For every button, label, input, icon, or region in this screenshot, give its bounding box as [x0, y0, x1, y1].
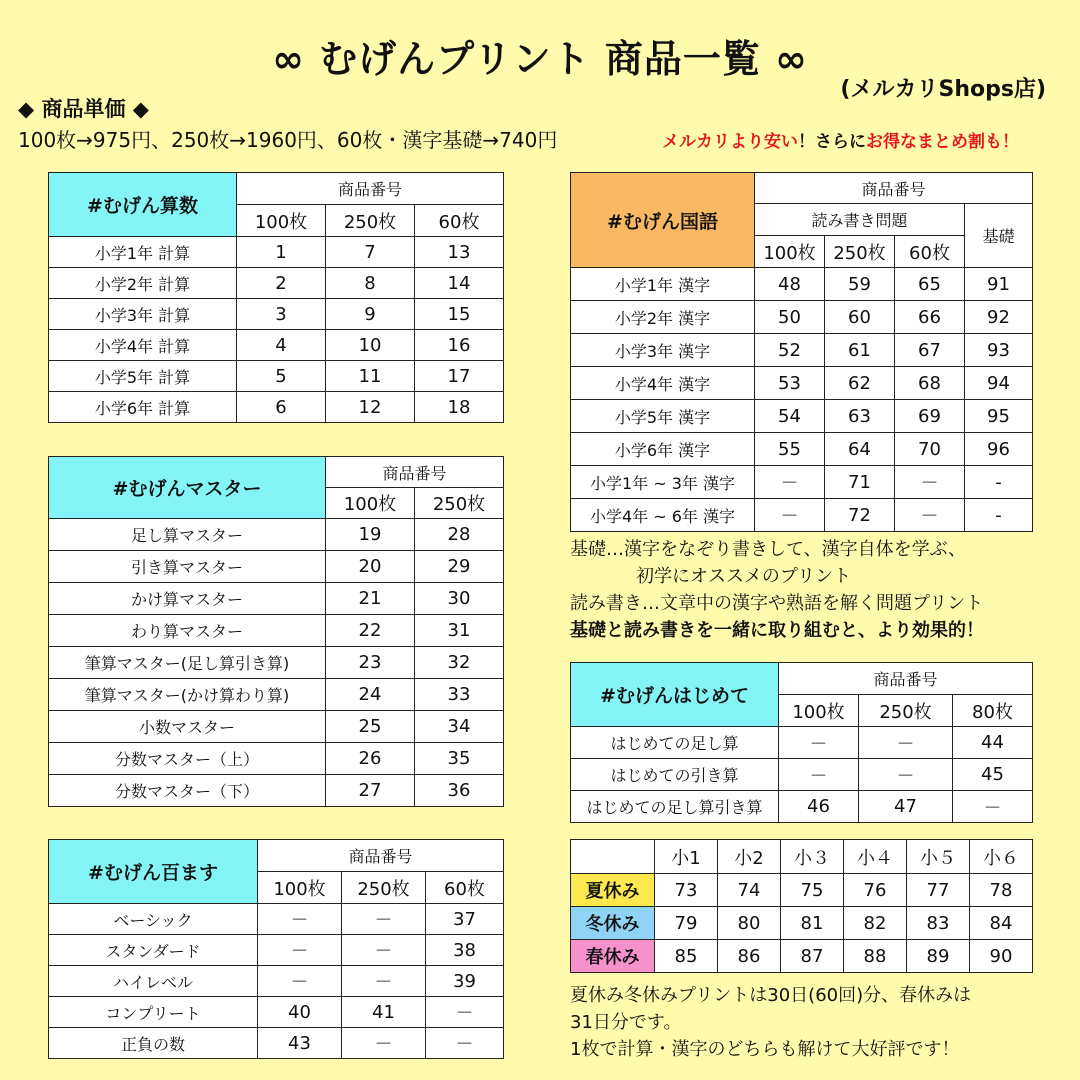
cell: 7: [326, 237, 415, 268]
cell: -: [965, 466, 1033, 499]
season-note-3: 1枚で計算・漢字のどちらも解けて大好評です！: [570, 1039, 960, 1060]
cell: 16: [415, 330, 504, 361]
cell: 2: [237, 268, 326, 299]
cell: 82: [844, 907, 907, 940]
table-row: [49, 330, 504, 361]
grade-header: 小６: [970, 840, 1033, 874]
table-row: [49, 904, 504, 935]
cell: 50: [755, 301, 825, 334]
row-label: 小学4年 計算: [49, 330, 237, 361]
row-label: 小学2年 計算: [49, 268, 237, 299]
cell: 53: [755, 367, 825, 400]
table-row: [49, 647, 504, 679]
season-corner: [571, 840, 655, 874]
cell: 77: [907, 874, 970, 907]
grade-header: 小４: [844, 840, 907, 874]
cell: 36: [415, 775, 504, 807]
row-label: 分数マスター（上）: [49, 743, 326, 775]
master-col-header: 250枚: [415, 488, 504, 519]
unit-price-heading: ◆ 商品単価 ◆: [18, 97, 149, 121]
table-row: [49, 615, 504, 647]
hajimete-group-header: 商品番号: [779, 663, 1033, 695]
cell: －: [859, 759, 953, 791]
table-row: [49, 519, 504, 551]
season-note-2: 31日分です。: [570, 1012, 682, 1033]
cell: －: [342, 1028, 426, 1059]
cell: 26: [326, 743, 415, 775]
cell: 52: [755, 334, 825, 367]
table-row: [571, 367, 1033, 400]
table-row: [571, 268, 1033, 301]
cell: 15: [415, 299, 504, 330]
kokugo-table: [570, 172, 1033, 532]
table-row: [571, 759, 1033, 791]
cell: 13: [415, 237, 504, 268]
cell: 25: [326, 711, 415, 743]
cell: 54: [755, 400, 825, 433]
cell: －: [953, 791, 1033, 823]
kokugo-note-3: 読み書き…文章中の漢字や熟語を解く問題プリント: [570, 593, 984, 614]
cell: 22: [326, 615, 415, 647]
table-row: [571, 727, 1033, 759]
cell: 78: [970, 874, 1033, 907]
cell: 88: [844, 940, 907, 973]
cell: －: [755, 466, 825, 499]
winter-label: 冬休み: [571, 907, 655, 940]
season-table: [570, 839, 1033, 973]
cell: －: [779, 759, 859, 791]
cell: 65: [895, 268, 965, 301]
row-label: 小学1年 漢字: [571, 268, 755, 301]
cell: 71: [825, 466, 895, 499]
cell: －: [342, 935, 426, 966]
cell: 33: [415, 679, 504, 711]
cell: －: [342, 904, 426, 935]
row-label: 引き算マスター: [49, 551, 326, 583]
kokugo-subgroup-header: 読み書き問題: [755, 204, 965, 236]
cell: 12: [326, 392, 415, 423]
shop-name: (メルカリShops店): [840, 77, 1046, 102]
cell: －: [258, 935, 342, 966]
cell: 5: [237, 361, 326, 392]
promo-text: [662, 127, 1019, 152]
row-label: 足し算マスター: [49, 519, 326, 551]
cell: 32: [415, 647, 504, 679]
cell: 90: [970, 940, 1033, 973]
cell: 4: [237, 330, 326, 361]
cell: 76: [844, 874, 907, 907]
table-row: [49, 583, 504, 615]
table-row: [49, 966, 504, 997]
cell: 11: [326, 361, 415, 392]
grade-header: 小1: [655, 840, 718, 874]
cell: 68: [895, 367, 965, 400]
table-row: [571, 940, 1033, 973]
row-label: 小学5年 漢字: [571, 400, 755, 433]
page-title: ∞ むげんプリント 商品一覧 ∞: [272, 37, 808, 81]
sansu-col-header: 250枚: [326, 205, 415, 237]
table-row: [49, 361, 504, 392]
cell: 35: [415, 743, 504, 775]
cell: 40: [258, 997, 342, 1028]
row-label: コンプリート: [49, 997, 258, 1028]
table-row: [49, 392, 504, 423]
cell: 30: [415, 583, 504, 615]
cell: 20: [326, 551, 415, 583]
promo-part-2: ！さらに: [798, 132, 866, 152]
cell: 38: [426, 935, 504, 966]
kokugo-title: #むげん国語: [571, 173, 755, 268]
cell: 93: [965, 334, 1033, 367]
cell: 84: [970, 907, 1033, 940]
row-label: 小学2年 漢字: [571, 301, 755, 334]
master-title: #むげんマスター: [49, 457, 326, 519]
cell: 47: [859, 791, 953, 823]
kokugo-col-header: 60枚: [895, 236, 965, 268]
cell: －: [342, 966, 426, 997]
cell: 41: [342, 997, 426, 1028]
cell: 89: [907, 940, 970, 973]
cell: －: [426, 997, 504, 1028]
row-label: わり算マスター: [49, 615, 326, 647]
cell: 23: [326, 647, 415, 679]
table-row: [49, 679, 504, 711]
row-label: 正負の数: [49, 1028, 258, 1059]
cell: －: [895, 499, 965, 532]
cell: 95: [965, 400, 1033, 433]
cell: 60: [825, 301, 895, 334]
hyakumasu-group-header: 商品番号: [258, 840, 504, 872]
kokugo-note-1: 基礎…漢字をなぞり書きして、漢字自体を学ぶ、: [570, 539, 966, 560]
promo-part-1: メルカリより安い: [662, 132, 798, 152]
kokugo-kiso-header: 基礎: [965, 204, 1033, 268]
cell: 66: [895, 301, 965, 334]
cell: 87: [781, 940, 844, 973]
row-label: 小学4年 ~ 6年 漢字: [571, 499, 755, 532]
cell: －: [258, 966, 342, 997]
table-row: [49, 551, 504, 583]
table-row: [49, 711, 504, 743]
cell: 83: [907, 907, 970, 940]
grade-header: 小３: [781, 840, 844, 874]
cell: 44: [953, 727, 1033, 759]
cell: 69: [895, 400, 965, 433]
cell: －: [895, 466, 965, 499]
cell: 18: [415, 392, 504, 423]
table-row: [571, 907, 1033, 940]
hyakumasu-col-header: 250枚: [342, 872, 426, 904]
cell: 19: [326, 519, 415, 551]
row-label: 小学5年 計算: [49, 361, 237, 392]
cell: 91: [965, 268, 1033, 301]
row-label: はじめての引き算: [571, 759, 779, 791]
cell: －: [779, 727, 859, 759]
cell: 96: [965, 433, 1033, 466]
row-label: 小学1年 計算: [49, 237, 237, 268]
cell: 27: [326, 775, 415, 807]
kokugo-group-header: 商品番号: [755, 173, 1033, 204]
hyakumasu-title: #むげん百ます: [49, 840, 258, 904]
kokugo-col-header: 250枚: [825, 236, 895, 268]
summer-label: 夏休み: [571, 874, 655, 907]
cell: 3: [237, 299, 326, 330]
hajimete-col-header: 80枚: [953, 695, 1033, 727]
cell: 6: [237, 392, 326, 423]
sansu-col-header: 100枚: [237, 205, 326, 237]
table-row: [49, 997, 504, 1028]
cell: 64: [825, 433, 895, 466]
row-label: 小学4年 漢字: [571, 367, 755, 400]
cell: 17: [415, 361, 504, 392]
cell: 67: [895, 334, 965, 367]
cell: 31: [415, 615, 504, 647]
hyakumasu-col-header: 100枚: [258, 872, 342, 904]
cell: 24: [326, 679, 415, 711]
cell: 14: [415, 268, 504, 299]
cell: －: [755, 499, 825, 532]
row-label: ベーシック: [49, 904, 258, 935]
hajimete-col-header: 100枚: [779, 695, 859, 727]
table-row: [49, 743, 504, 775]
table-row: [571, 466, 1033, 499]
cell: 55: [755, 433, 825, 466]
sansu-title: #むげん算数: [49, 173, 237, 237]
cell: 43: [258, 1028, 342, 1059]
row-label: 小学6年 漢字: [571, 433, 755, 466]
row-label: かけ算マスター: [49, 583, 326, 615]
cell: 81: [781, 907, 844, 940]
cell: 92: [965, 301, 1033, 334]
season-note-1: 夏休み冬休みプリントは30日(60回)分、春休みは: [570, 985, 972, 1006]
table-row: [49, 237, 504, 268]
cell: -: [965, 499, 1033, 532]
promo-part-3: お得なまとめ割も！: [866, 132, 1019, 152]
cell: －: [258, 904, 342, 935]
hajimete-col-header: 250枚: [859, 695, 953, 727]
row-label: はじめての足し算: [571, 727, 779, 759]
hajimete-table: [570, 662, 1033, 823]
table-row: [571, 874, 1033, 907]
row-label: 小学3年 計算: [49, 299, 237, 330]
hyakumasu-col-header: 60枚: [426, 872, 504, 904]
row-label: 筆算マスター(かけ算わり算): [49, 679, 326, 711]
cell: 34: [415, 711, 504, 743]
table-row: [571, 791, 1033, 823]
hajimete-title: #むげんはじめて: [571, 663, 779, 727]
cell: 75: [781, 874, 844, 907]
row-label: ハイレベル: [49, 966, 258, 997]
row-label: 小学1年 ~ 3年 漢字: [571, 466, 755, 499]
grade-header: 小５: [907, 840, 970, 874]
cell: 70: [895, 433, 965, 466]
cell: 1: [237, 237, 326, 268]
cell: 39: [426, 966, 504, 997]
cell: 72: [825, 499, 895, 532]
table-row: [571, 433, 1033, 466]
table-row: [49, 299, 504, 330]
kokugo-note-4: 基礎と読み書きを一緒に取り組むと、より効果的！: [570, 620, 984, 641]
sansu-table: [48, 172, 504, 423]
cell: 29: [415, 551, 504, 583]
table-row: [49, 268, 504, 299]
row-label: 小学6年 計算: [49, 392, 237, 423]
cell: 85: [655, 940, 718, 973]
table-row: [571, 499, 1033, 532]
master-table: [48, 456, 504, 807]
cell: 59: [825, 268, 895, 301]
cell: 73: [655, 874, 718, 907]
spring-label: 春休み: [571, 940, 655, 973]
cell: 61: [825, 334, 895, 367]
cell: 9: [326, 299, 415, 330]
table-row: [49, 1028, 504, 1059]
row-label: 筆算マスター(足し算引き算): [49, 647, 326, 679]
price-list: 100枚→975円、250枚→1960円、60枚・漢字基礎→740円: [18, 128, 558, 152]
cell: 21: [326, 583, 415, 615]
kokugo-col-header: 100枚: [755, 236, 825, 268]
cell: 37: [426, 904, 504, 935]
cell: 86: [718, 940, 781, 973]
table-row: [571, 301, 1033, 334]
cell: 74: [718, 874, 781, 907]
row-label: 分数マスター（下）: [49, 775, 326, 807]
cell: 45: [953, 759, 1033, 791]
cell: 48: [755, 268, 825, 301]
cell: 62: [825, 367, 895, 400]
master-col-header: 100枚: [326, 488, 415, 519]
row-label: 小数マスター: [49, 711, 326, 743]
table-row: [571, 334, 1033, 367]
kokugo-note-2: 初学にオススメのプリント: [636, 566, 852, 587]
table-row: [49, 775, 504, 807]
sansu-group-header: 商品番号: [237, 173, 504, 205]
hyakumasu-table: [48, 839, 504, 1059]
master-group-header: 商品番号: [326, 457, 504, 488]
grade-header: 小2: [718, 840, 781, 874]
row-label: スタンダード: [49, 935, 258, 966]
cell: 10: [326, 330, 415, 361]
cell: 63: [825, 400, 895, 433]
cell: 8: [326, 268, 415, 299]
table-row: [49, 935, 504, 966]
cell: 94: [965, 367, 1033, 400]
row-label: 小学3年 漢字: [571, 334, 755, 367]
cell: 79: [655, 907, 718, 940]
cell: －: [426, 1028, 504, 1059]
cell: 28: [415, 519, 504, 551]
row-label: はじめての足し算引き算: [571, 791, 779, 823]
cell: 80: [718, 907, 781, 940]
cell: －: [859, 727, 953, 759]
cell: 46: [779, 791, 859, 823]
table-row: [571, 400, 1033, 433]
sansu-col-header: 60枚: [415, 205, 504, 237]
